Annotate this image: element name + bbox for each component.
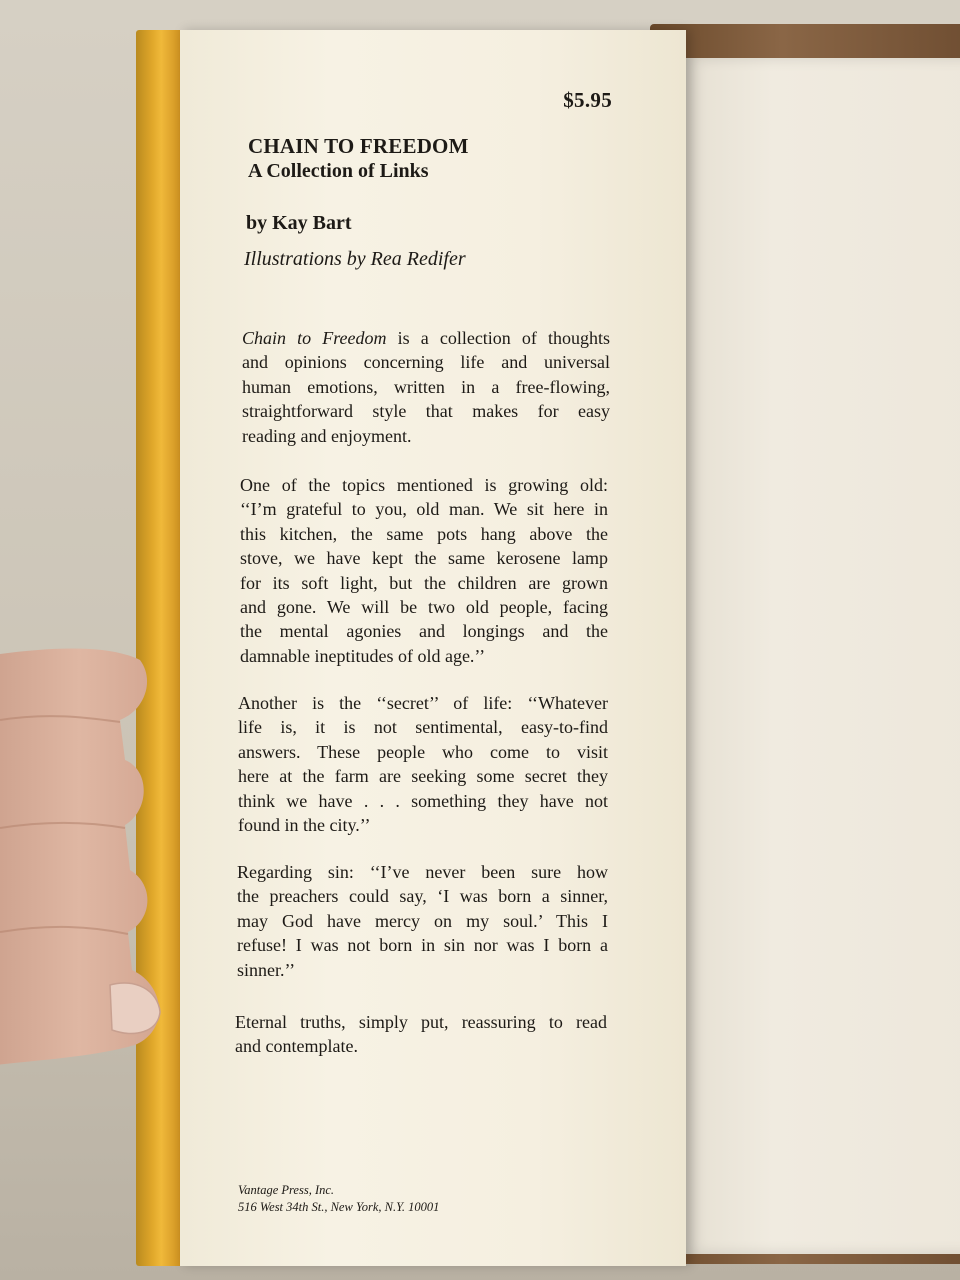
blurb-line: Eternal truths, simply put, reassuring to read [235, 1012, 607, 1032]
publisher-imprint [238, 1182, 439, 1216]
publisher-address: 516 West 34th St., New York, N.Y. 10001 [238, 1200, 440, 1214]
blurb-line: the mental agonies and longings and the [240, 621, 608, 642]
blurb-line: and opinions concerning life and universal [242, 352, 610, 373]
blurb-line: human emotions, written in a free-flowing, [242, 376, 610, 397]
book-title: CHAIN TO FREEDOM [248, 134, 469, 158]
blurb-line: Another is the ‘‘secret’’ of life: ‘‘Whatever [238, 693, 608, 713]
blurb-paragraph-4 [237, 860, 608, 982]
blurb-line: life is, it is not sentimental, easy-to-find [238, 717, 608, 738]
blurb-line: One of the topics mentioned is growing old: [240, 475, 608, 495]
jacket-flap [180, 30, 686, 1266]
blurb-line: here at the farm are seeking some secret they [238, 766, 608, 787]
blurb-line: and contemplate. [235, 1036, 358, 1057]
illustrator-line: Illustrations by Rea Redifer [244, 248, 466, 270]
blurb-line: for its soft light, but the children are grown [240, 572, 608, 593]
blurb-paragraph-2 [240, 473, 608, 668]
blurb-paragraph-1 [242, 326, 610, 448]
blurb-line: ‘‘I’m grateful to you, old man. We sit here in [240, 499, 608, 520]
blurb-line: this kitchen, the same pots hang above the [240, 523, 608, 544]
blurb-line: think we have . . . something they have not [238, 790, 608, 811]
author-line: by Kay Bart [246, 212, 352, 234]
blurb-line: sinner.’’ [237, 959, 296, 980]
blurb-line: found in the city.’’ [238, 815, 371, 836]
blurb-line: straightforward style that makes for easy [242, 401, 610, 422]
blurb-line: answers. These people who come to visit [238, 741, 608, 762]
hand-holding-book [0, 640, 200, 1160]
blurb-line: stove, we have kept the same kerosene lamp [240, 548, 608, 569]
price-label: $5.95 [563, 88, 612, 112]
blurb-line: the preachers could say, ‘I was born a sinner, [237, 886, 608, 907]
blurb-line: Regarding sin: ‘‘I’ve never been sure how [237, 862, 608, 882]
blurb-line: may God have mercy on my soul.’ This I [237, 910, 608, 931]
blurb-line: and gone. We will be two old people, facing [240, 597, 608, 618]
blurb-line [242, 326, 610, 350]
blurb-line: refuse! I was not born in sin nor was I born a [237, 935, 608, 956]
blurb-book-title: Chain to Freedom [242, 328, 387, 348]
blurb-paragraph-3 [238, 691, 608, 837]
blurb-line: reading and enjoyment. [242, 425, 412, 446]
endpaper [686, 58, 960, 1254]
blurb-paragraph-5 [235, 1010, 607, 1059]
book-subtitle: A Collection of Links [248, 160, 429, 182]
blurb-text: is a collection of thoughts [397, 328, 611, 348]
blurb-line: damnable ineptitudes of old age.’’ [240, 645, 486, 666]
publisher-name: Vantage Press, Inc. [238, 1183, 335, 1197]
